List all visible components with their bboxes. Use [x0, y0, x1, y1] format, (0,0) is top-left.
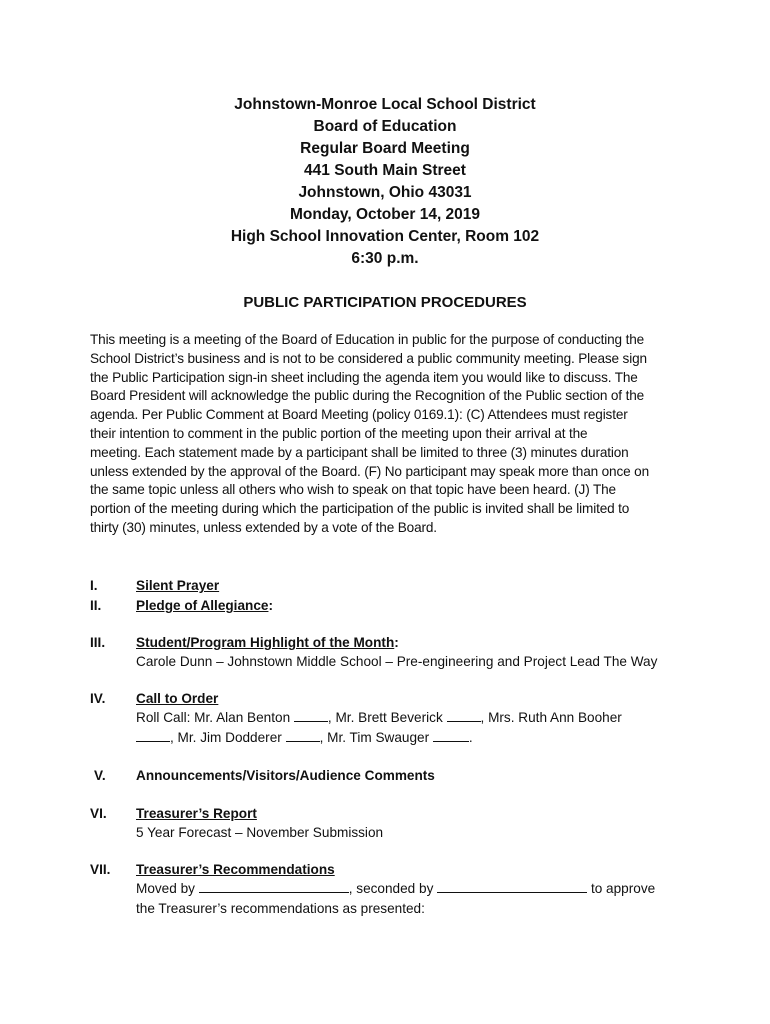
paragraph-line: their intention to comment in the public portion of the meeting upon their arrival at the [90, 425, 588, 441]
paragraph-line: Board President will acknowledge the public during the Recognition of the Public section of the [90, 388, 645, 404]
agenda-item-title: Treasurer’s Report [136, 806, 257, 821]
motion-line [136, 879, 691, 899]
procedures-paragraph [90, 331, 690, 538]
roll-call-end: . [468, 729, 473, 745]
paragraph-line: This meeting is a meeting of the Board of Education in public for the purpose of conducting the [90, 332, 645, 347]
paragraph-line: the same topic unless all others who wish to speak on that topic have been heard. (J) The [90, 482, 616, 498]
roll-call-line [136, 708, 691, 728]
meeting-location: High School Innovation Center, Room 102 [230, 228, 540, 245]
treasurer-report-detail: 5 Year Forecast – November Submission [136, 825, 384, 840]
to-approve-label: to approve [590, 881, 656, 896]
vote-blank[interactable] [286, 729, 320, 742]
agenda-item-title: Treasurer’s Recommendations [136, 862, 335, 877]
roll-call-name: , Mrs. Ruth Ann Booher [480, 710, 622, 725]
vote-blank[interactable] [447, 709, 481, 722]
agenda-numeral: III. [90, 635, 106, 650]
moved-by-label: Moved by [136, 881, 195, 896]
paragraph-line: agenda. Per Public Comment at Board Meeting (policy 0169.1): (C) Attendees must register [90, 407, 628, 423]
procedures-title: PUBLIC PARTICIPATION PROCEDURES [243, 294, 527, 311]
district-name: Johnstown-Monroe Local School District [234, 96, 536, 113]
paragraph-line: unless extended by the approval of the Board. (F) No participant may speak more than once on [90, 463, 649, 479]
agenda-numeral: VII. [90, 862, 111, 877]
roll-call-line [136, 728, 691, 748]
paragraph-line: the Public Participation sign-in sheet including the agenda item you would like to discuss. The [90, 369, 638, 385]
roll-call-name: , Mr. Brett Beverick [327, 710, 443, 725]
vote-blank[interactable] [294, 709, 328, 722]
vote-blank[interactable] [433, 729, 469, 742]
meeting-header [0, 94, 770, 270]
meeting-time: 6:30 p.m. [351, 250, 419, 267]
seconded-by-label: , seconded by [348, 881, 434, 896]
roll-call-name: , Mr. Jim Dodderer [170, 729, 282, 745]
paragraph-line: thirty (30) minutes, unless extended by a vote of the Board. [90, 519, 437, 535]
agenda-item-title: Silent Prayer [136, 578, 220, 593]
agenda-item-title: Pledge of Allegiance [136, 598, 269, 613]
agenda-item-title: Student/Program Highlight of the Month [136, 635, 395, 650]
meeting-type: Regular Board Meeting [300, 140, 470, 157]
roll-call-name: Roll Call: Mr. Alan Benton [136, 710, 291, 725]
agenda-numeral: VI. [90, 806, 107, 821]
city-state-zip: Johnstown, Ohio 43031 [298, 184, 472, 201]
vote-blank[interactable] [136, 729, 170, 742]
agenda-numeral: II. [90, 598, 102, 613]
roll-call-name: , Mr. Tim Swauger [319, 729, 430, 745]
agenda-numeral: V. [94, 768, 106, 783]
street-address: 441 South Main Street [304, 162, 466, 179]
paragraph-line: meeting. Each statement made by a participant shall be limited to three (3) minutes duration [90, 444, 629, 460]
board-name: Board of Education [313, 118, 457, 135]
moved-by-blank[interactable] [199, 880, 349, 893]
paragraph-line: portion of the meeting during which the participation of the public is invited shall be limited to [90, 501, 630, 517]
motion-continuation: the Treasurer’s recommendations as presented: [136, 900, 425, 916]
agenda-numeral: IV. [90, 691, 106, 706]
title-colon: : [268, 598, 273, 613]
agenda-numeral: I. [90, 578, 98, 593]
agenda-item-title: Announcements/Visitors/Audience Comments [136, 768, 435, 783]
highlight-detail: Carole Dunn – Johnstown Middle School – Pre-engineering and Project Lead The Way [136, 654, 658, 669]
paragraph-line: School District’s business and is not to be considered a public community meeting. Please sign [90, 350, 647, 366]
title-colon: : [394, 635, 399, 650]
agenda-item-title: Call to Order [136, 691, 219, 706]
meeting-date: Monday, October 14, 2019 [289, 206, 481, 223]
seconded-by-blank[interactable] [437, 880, 587, 893]
